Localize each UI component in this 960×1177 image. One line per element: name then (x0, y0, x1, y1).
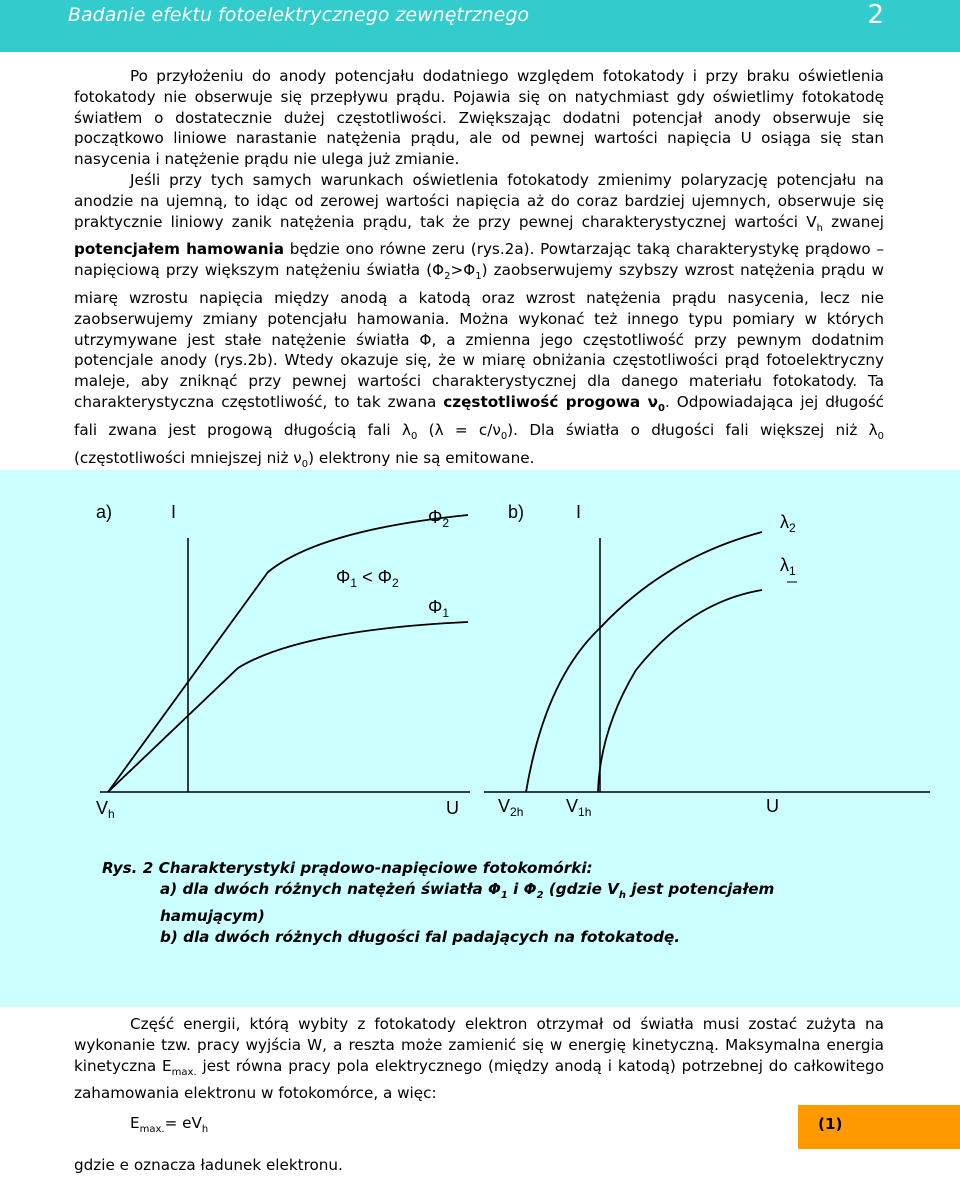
closing-text: gdzie e oznacza ładunek elektronu. (74, 1156, 343, 1174)
v1h-label: $V_{1h}$ (566, 796, 592, 819)
equation-1: $E_{max.}= eV_h$ (130, 1114, 209, 1136)
phi2-label: $\Phi_2$ (428, 507, 450, 530)
term-stopping-potential: potencjałem hamowania (74, 240, 284, 259)
equation-number: (1) (818, 1115, 843, 1133)
v2h-label: $V_{2h}$ (498, 796, 524, 819)
lambda1-label: $\lambda_1$ (780, 555, 796, 578)
curve-phi2 (108, 515, 468, 792)
paragraph-2 (74, 170, 884, 476)
curve-phi1 (108, 622, 468, 792)
phi-comparison-label: $\Phi_1 < \Phi_2$ (336, 567, 399, 590)
header-title: Badanie efektu fotoelektrycznego zewnętrznego (68, 4, 530, 26)
voltage-axis-label-b: U (766, 796, 779, 816)
panel-a-label: a) (96, 502, 113, 522)
vh-label: $V_h$ (96, 798, 115, 821)
current-axis-label-b: I (576, 502, 582, 522)
curve-lambda1 (598, 590, 762, 792)
panel-b-label: b) (508, 502, 525, 522)
phi1-label: $\Phi_1$ (428, 597, 450, 620)
paragraph-3 (74, 1014, 884, 1104)
term-threshold-frequency: częstotliwość progowa ν (443, 393, 658, 412)
paragraph-2-text: Jeśli przy tych samych warunkach oświetlenia fotokatody zmienimy polaryzację potencjału na anodzie na ujemną, to idąc od zerowej wartości napięcia aż do coraz bardziej ujemnych, obserwuje się praktycznie liniowy zanik natężenia prądu, tak że przy pewnej charakterystycznej wartości $V_h$ zwanej potencjałem hamowania będzie ono równe zeru (rys.2a). Powtarzając taką charakterystykę prądowo – napięciową przy większym natężeniu światła $(\Phi_2>\Phi_1)$ zaobserwujemy szybszy wzrost natężenia prądu w miarę wzrostu napięcia między anodą a katodą oraz wzrost natężenia prądu nasycenia, lecz nie zaobserwujemy zmiany potencjału hamowania. Można wykonać też innego typu pomiary w których utrzymywane jest stałe natężenie światła Φ, a zmienna jego częstotliwość przy pewnym dodatnim potencjale anody (rys.2b). Wtedy okazuje się, że w miarę obniżania częstotliwości prąd fotoelektryczny maleje, aby zniknąć przy pewnej wartości charakterystycznej dla danego materiału fotokatody. Ta charakterystyczna częstotliwość, to tak zwana częstotliwość progowa $\nu_0$. Odpowiadająca jej długość fali zwana jest progową długością fali $\lambda_0$ $(\lambda = c/\nu_0)$. Dla światła o długości fali większej niż $\lambda_0$ (częstotliwości mniejszej niż $\nu_0$) elektrony nie są emitowane. (74, 171, 885, 470)
voltage-axis-label-a: U (446, 798, 459, 818)
caption-line-2: a) dla dwóch różnych natężeń światła $\Phi_1$ i $\Phi_2$ (gdzie $V_h$ jest potencjałem (160, 880, 775, 902)
intro-text: Po przyłożeniu do anody potencjału dodatniego względem fotokatody i przy braku oświetlenia fotokatody nie obserwuje się przepływu prądu. Pojawia się on natychmiast gdy oświetlimy fotokatodę światłem o dostatecznie dużej częstotliwości. Zwiększając dodatni potencjał anody obserwuje się początkowo liniowe narastanie natężenia prądu, ale od pewnej wartości napięcia U osiąga się stan nasycenia i natężenie prądu nie ulega już zmianie. (74, 67, 884, 169)
caption-line-4: b) dla dwóch różnych długości fal padających na fotokatodę. (160, 928, 681, 947)
intro-paragraph (74, 66, 884, 170)
figure-caption (102, 858, 862, 948)
current-axis-label-a: I (171, 502, 177, 522)
lambda2-label: $\lambda_2$ (780, 512, 796, 535)
paragraph-3-text: Część energii, którą wybity z fotokatody elektron otrzymał od światła musi zostać zużyta na wykonanie tzw. pracy wyjścia W, a reszta może zamienić się w energię kinetyczną. Maksymalna energia kinetyczna $E_{max.}$ jest równa pracy pola elektrycznego (między anodą i katodą) potrzebnej do całkowitego zahamowania elektronu w fotokomórce, a więc: (74, 1015, 884, 1103)
figure-2 (0, 470, 960, 821)
caption-line-1: Rys. 2 Charakterystyki prądowo-napięciowe fotokomórki: (102, 859, 593, 877)
curve-lambda2 (526, 532, 762, 792)
caption-line-3: hamującym) (160, 907, 265, 926)
page-number: 2 (867, 0, 884, 30)
page-header (0, 0, 960, 52)
